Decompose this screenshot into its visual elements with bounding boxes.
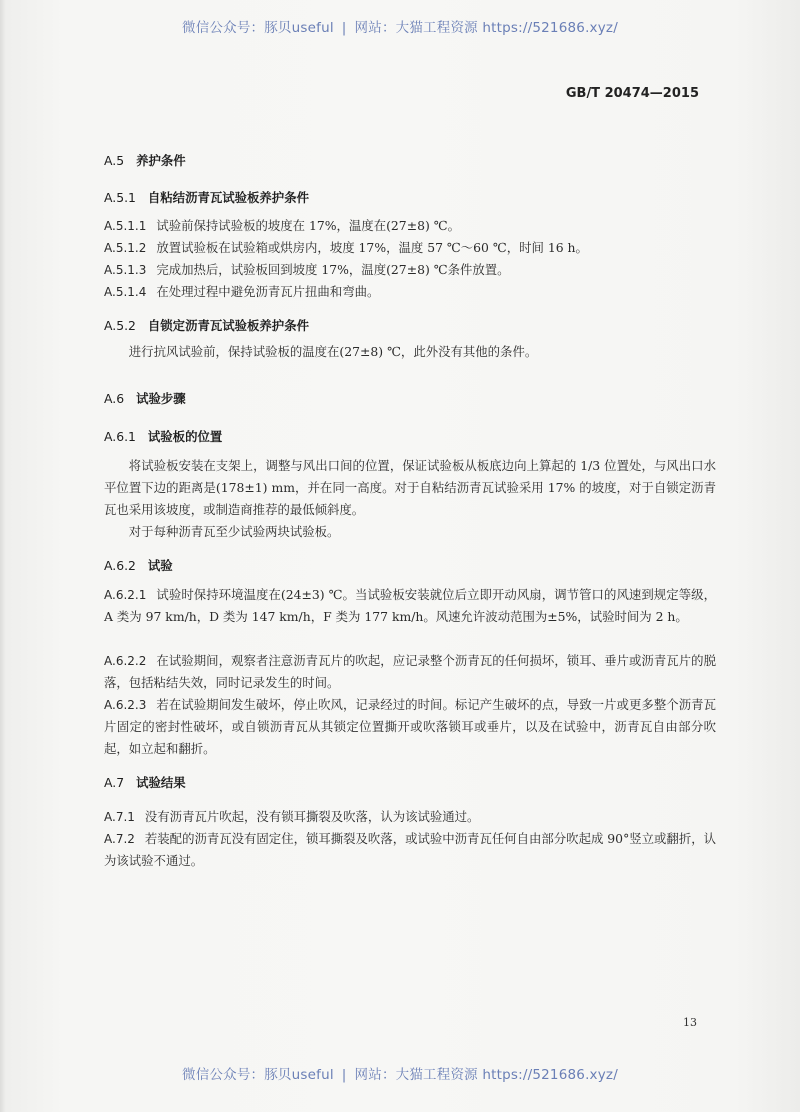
section-number: A.5 <box>104 153 125 168</box>
clause-number: A.7.1 <box>104 810 135 824</box>
paragraph-a6-1-1: 将试验板安装在支架上，调整与风出口间的位置，保证试验板从板底边向上算起的 1/3 位置处，与风出口水平位置下边的距离是(178±1) mm，并在同一高度。对于自粘结沥青瓦试验采用 17% 的坡度，对于自锁定沥青瓦也采用该坡度，或制造商推荐的最低倾斜度。 <box>104 458 716 517</box>
section-title: 自锁定沥青瓦试验板养护条件 <box>147 318 309 333</box>
clause-a6-2-3 <box>104 694 716 760</box>
clause-text: 在处理过程中避免沥青瓦片扭曲和弯曲。 <box>156 284 380 299</box>
section-heading-a6-2 <box>104 555 716 577</box>
section-number: A.7 <box>104 775 125 790</box>
clause-text: 若在试验期间发生破坏，停止吹风，记录经过的时间。标记产生破坏的点，导致一片或更多整个沥青瓦片固定的密封性破坏，或自锁沥青瓦从其锁定位置撕开或吹落锁耳或垂片，以及在试验中，沥青瓦自由部分吹起，如立起和翻折。 <box>104 697 716 756</box>
watermark-separator: | <box>341 20 347 36</box>
section-title: 自粘结沥青瓦试验板养护条件 <box>147 190 309 205</box>
watermark-separator: | <box>341 1067 347 1083</box>
section-number: A.6.1 <box>104 429 136 444</box>
clause-a6-2-1 <box>104 584 716 628</box>
clause-number: A.7.2 <box>104 832 135 846</box>
section-number: A.5.2 <box>104 318 136 333</box>
section-title: 试验 <box>147 558 173 573</box>
paragraph-a5-2: 进行抗风试验前，保持试验板的温度在(27±8) ℃，此外没有其他的条件。 <box>128 344 538 359</box>
watermark-top <box>0 16 800 36</box>
section-number: A.5.1 <box>104 190 136 205</box>
clause-number: A.6.2.1 <box>104 588 147 602</box>
clause-text: 若装配的沥青瓦没有固定住，锁耳撕裂及吹落，或试验中沥青瓦任何自由部分吹起成 90°竖立或翻折，认为该试验不通过。 <box>104 831 716 868</box>
section-title: 试验结果 <box>136 775 186 790</box>
clause-text: 在试验期间，观察者注意沥青瓦片的吹起，应记录整个沥青瓦的任何损坏，锁耳、垂片或沥青瓦片的脱落，包括粘结失效，同时记录发生的时间。 <box>104 653 716 690</box>
clause-text: 完成加热后，试验板回到坡度 17%，温度(27±8) ℃条件放置。 <box>156 262 510 277</box>
clause-a5-1-4 <box>104 281 716 303</box>
clause-a6-2-2 <box>104 650 716 694</box>
section-title: 试验板的位置 <box>147 429 223 444</box>
section-heading-a5 <box>104 150 716 172</box>
section-title: 试验步骤 <box>136 391 186 406</box>
section-heading-a5-1 <box>104 187 716 209</box>
clause-text: 试验时保持环境温度在(24±3) ℃。当试验板安装就位后立即开动风扇，调节管口的风速到规定等级，A 类为 97 km/h，D 类为 147 km/h，F 类为 177 km/h。风速允许波动范围为±5%，试验时间为 2 h。 <box>104 587 716 624</box>
clause-a7-1 <box>104 806 716 828</box>
section-number: A.6.2 <box>104 558 136 573</box>
clause-a5-1-3 <box>104 259 716 281</box>
section-heading-a6-1 <box>104 426 716 448</box>
section-number: A.6 <box>104 391 125 406</box>
clause-number: A.5.1.2 <box>104 241 147 255</box>
clause-a5-1-2 <box>104 237 716 259</box>
clause-number: A.6.2.3 <box>104 698 147 712</box>
watermark-wechat: 微信公众号：豚贝useful <box>182 20 334 36</box>
watermark-site: 网站：大猫工程资源 https://521686.xyz/ <box>354 20 618 36</box>
clause-text: 放置试验板在试验箱或烘房内，坡度 17%，温度 57 ℃～60 ℃，时间 16 h。 <box>156 240 588 255</box>
scan-edge <box>0 0 6 1112</box>
page-number: 13 <box>683 1016 697 1029</box>
clause-text: 没有沥青瓦片吹起，没有锁耳撕裂及吹落，认为该试验通过。 <box>144 809 480 824</box>
section-title: 养护条件 <box>136 153 186 168</box>
clause-number: A.5.1.3 <box>104 263 147 277</box>
clause-number: A.5.1.1 <box>104 219 147 233</box>
section-heading-a5-2 <box>104 315 716 337</box>
paragraph-a6-1-2: 对于每种沥青瓦至少试验两块试验板。 <box>128 524 340 539</box>
standard-code: GB/T 20474—2015 <box>565 86 699 101</box>
section-heading-a6 <box>104 388 716 410</box>
watermark-wechat: 微信公众号：豚贝useful <box>182 1067 334 1083</box>
watermark-site: 网站：大猫工程资源 https://521686.xyz/ <box>354 1067 618 1083</box>
clause-number: A.6.2.2 <box>104 654 147 668</box>
clause-a5-1-1 <box>104 215 716 237</box>
clause-number: A.5.1.4 <box>104 285 147 299</box>
clause-a7-2 <box>104 828 716 872</box>
watermark-bottom <box>0 1063 800 1083</box>
clause-text: 试验前保持试验板的坡度在 17%，温度在(27±8) ℃。 <box>156 218 460 233</box>
section-heading-a7 <box>104 772 716 794</box>
